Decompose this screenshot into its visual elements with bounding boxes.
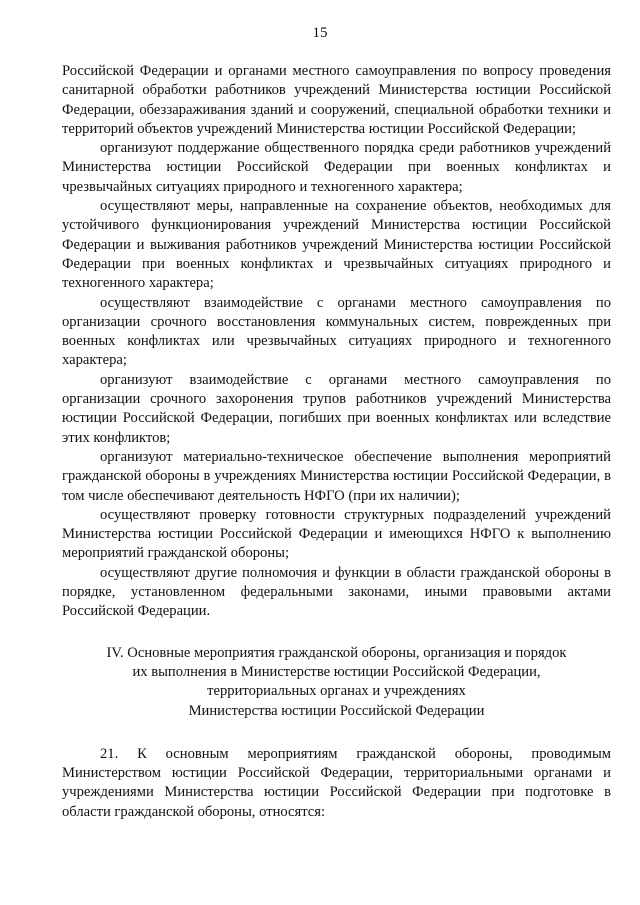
paragraph-public-order: организуют поддержание общественного порядка среди работников учреждений Министерства юстиции Российской Федерации при военных конфликтах и чрезвычайных ситуациях природного и техногенного характера; (62, 140, 611, 195)
paragraph-other-powers: осуществляют другие полномочия и функции в области гражданской обороны в порядке, установленном федеральными законами, иными правовыми актами Российской Федерации. (62, 564, 611, 620)
paragraph-21: 21. К основным мероприятиям гражданской обороны, проводимым Министерством юстиции Российской Федерации, территориальными органами и учреждениями Министерства юстиции Российской Федерации при подготовке в области гражданской обороны, относятся: (62, 745, 611, 820)
paragraph-continuation: Российской Федерации и органами местного самоуправления по вопросу проведения санитарной обработки работников учреждений Министерства юстиции Российской Федерации, обеззараживания зданий и сооружений, специальной обработки техники и территорий объектов учреждений Министерства юстиции Российской Федерации; (62, 63, 611, 137)
section-heading-line: IV. Основные мероприятия гражданской обороны, организация и порядок (106, 644, 567, 661)
section-heading-line: их выполнения в Министерстве юстиции Российской Федерации, (132, 663, 541, 680)
paragraph-burial: организуют взаимодействие с органами местного самоуправления по организации срочного захоронения трупов работников учреждений Министерства юстиции Российской Федерации, погибших при военных конфликтах или вследствие этих конфликтов; (62, 371, 611, 446)
paragraph-logistics: организуют материально-техническое обеспечение выполнения мероприятий гражданской обороны в учреждениях Министерства юстиции Российской Федерации, в том числе обеспечивают деятельность НФГО (при их наличии); (62, 448, 611, 504)
paragraph-communal-systems: осуществляют взаимодействие с органами местного самоуправления по организации срочного восстановления коммунальных систем, поврежденных при военных конфликтах или чрезвычайных ситуациях природного и техногенного характера; (62, 294, 611, 369)
section-heading-line: территориальных органах и учреждениях (207, 683, 466, 700)
document-body (62, 62, 611, 822)
paragraph-readiness-check: осуществляют проверку готовности структурных подразделений учреждений Министерства юстиции Российской Федерации и имеющихся НФГО к выполнению мероприятий гражданской обороны; (62, 506, 611, 562)
section-heading (62, 644, 611, 721)
page-number: 15 (312, 25, 328, 41)
paragraph-sustainable-functioning: осуществляют меры, направленные на сохранение объектов, необходимых для устойчивого функционирования учреждений Министерства юстиции Российской Федерации и выживания работников учреждений Министерства юстиции Российской Федерации при военных конфликтах и чрезвычайных ситуациях природного и техногенного характера; (62, 198, 611, 292)
section-heading-line: Министерства юстиции Российской Федерации (188, 702, 485, 719)
